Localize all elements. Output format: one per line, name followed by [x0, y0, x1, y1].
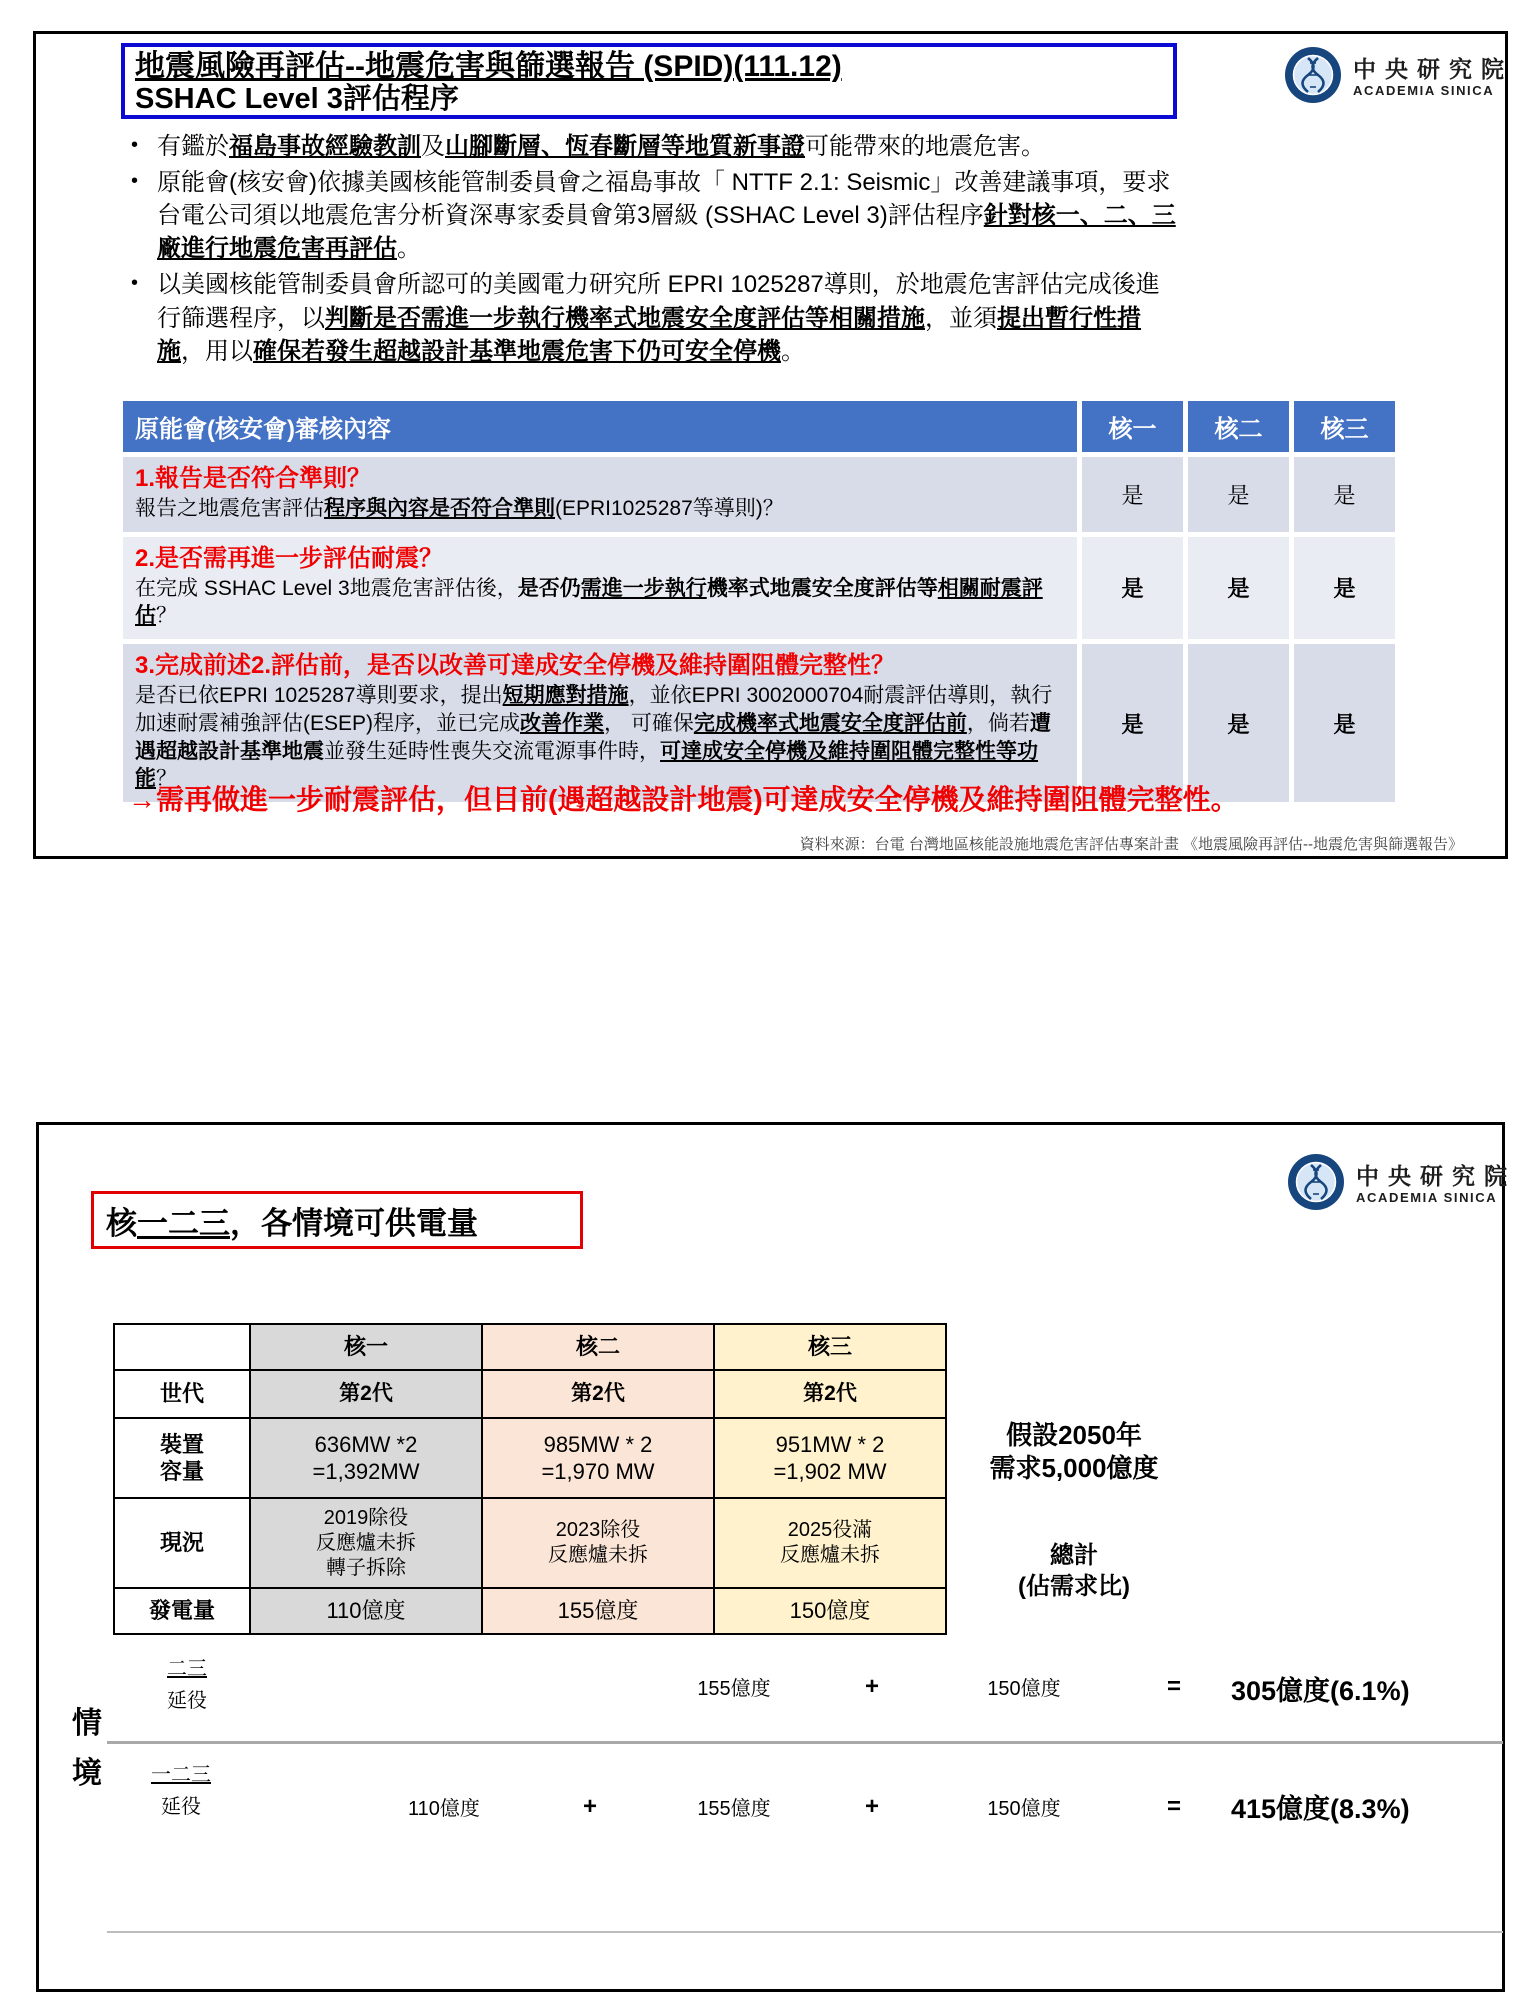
- title-seg: 核: [106, 1205, 137, 1241]
- bullet-item-2: [131, 166, 1181, 265]
- assumption-line2: 需求5,000億度: [989, 1452, 1159, 1483]
- bullet-seg: 以美國核能管制委員會所認可的美國電力研究所 EPRI 1025287導則，於地震危害評估完成後進行篩選程序，以: [157, 271, 1160, 332]
- slide-1: [33, 31, 1513, 859]
- row-label-line: 裝置: [159, 1431, 204, 1457]
- title-seg: ，各情境可供電量: [230, 1205, 478, 1241]
- status-line: 2023除役: [555, 1519, 641, 1541]
- slide1-title-line1: 地震風險再評估--地震危害與篩選報告 (SPID)(111.12): [135, 50, 842, 83]
- capacity-line: =1,902 MW: [773, 1459, 887, 1484]
- conclusion-text: →需再做進一步耐震評估，但目前(遇超越設計地震)可達成安全停機及維持圍阻體完整性。: [128, 784, 1239, 815]
- bullet-seg: 提出暫行性措施: [157, 304, 1141, 365]
- scenario-rowB-label: [131, 1759, 231, 1823]
- status-line: 反應爐未拆: [548, 1544, 648, 1566]
- answer-cell: 是: [1294, 537, 1395, 639]
- capacity-cell: [714, 1418, 946, 1498]
- col-header-plant1: 核一: [250, 1324, 482, 1370]
- col-header-plant2: 核二: [482, 1324, 714, 1370]
- bullet-seg: 。: [397, 235, 421, 263]
- answer-cell: 是: [1294, 457, 1395, 532]
- generation-cell: 第2代: [250, 1370, 482, 1418]
- chip-155: 155億度: [697, 1677, 771, 1700]
- question-seg: 是否仍: [517, 576, 581, 600]
- bullet-marker: •: [131, 134, 139, 156]
- scenario-label-units: 一二三: [151, 1764, 211, 1786]
- assumption-panel: [919, 1419, 1229, 1602]
- chip-155: 155億度: [697, 1797, 771, 1820]
- capacity-line: 636MW *2: [314, 1431, 418, 1457]
- review-table: [123, 401, 1395, 802]
- bullet-text: [157, 166, 1181, 265]
- plus-operator: +: [865, 1793, 880, 1820]
- logo-en-text: ACADEMIA SINICA: [1353, 82, 1495, 98]
- table-row: [114, 1498, 946, 1588]
- source-citation: 資料來源：台電 台灣地區核能設施地震危害評估專案計畫 《地震風險再評估--地震危害與篩選報告》: [799, 836, 1463, 853]
- slide2-title: [106, 1198, 478, 1243]
- col-header-plant2: 核二: [1188, 401, 1289, 452]
- row-label-output: 發電量: [114, 1588, 250, 1634]
- academia-sinica-emblem-icon: [1287, 1153, 1345, 1216]
- total-label: 總計: [1050, 1542, 1098, 1569]
- capacity-line: =1,970 MW: [541, 1459, 655, 1484]
- table-row: [114, 1418, 946, 1498]
- col-header-plant3: 核三: [1294, 401, 1395, 452]
- output-cell: 155億度: [482, 1588, 714, 1634]
- capacity-line: 951MW * 2: [775, 1431, 885, 1457]
- question-seg: 是否已依EPRI 1025287導則要求，提出: [135, 684, 503, 708]
- question-seg: (EPRI1025287等導則)？: [555, 497, 784, 520]
- table-row: [114, 1324, 946, 1370]
- question-body: [135, 682, 1065, 793]
- question-body: [135, 495, 1065, 523]
- scenario-axis-label: 情境: [72, 1707, 102, 1790]
- bullet-list: [131, 130, 1181, 371]
- row-label-line: 容量: [159, 1459, 204, 1484]
- answer-cell: 是: [1188, 644, 1289, 802]
- answer-cell: 是: [1188, 537, 1289, 639]
- col-header-plant3: 核三: [714, 1324, 946, 1370]
- slide-2: [36, 1122, 1516, 1992]
- row-label-status: 現況: [114, 1498, 250, 1588]
- capacity-cell: [250, 1418, 482, 1498]
- status-cell: [714, 1498, 946, 1588]
- status-cell: [482, 1498, 714, 1588]
- bullet-seg: 山腳斷層、恆春斷層等地質新事證: [445, 133, 805, 160]
- bullet-seg: 判斷是否需進一步執行機率式地震安全度評估等相關措施: [325, 304, 925, 332]
- question-seg: 需進一步執行: [580, 576, 707, 600]
- bullet-text: [157, 130, 1181, 163]
- bullet-seg: 及: [421, 133, 445, 160]
- logo-zh-text: 中央研究院: [1353, 56, 1513, 83]
- generation-cell: 第2代: [714, 1370, 946, 1418]
- bullet-seg: 原能會(核安會)依據美國核能管制委員會之福島事故「 NTTF 2.1: Seismic」改善建議事項，要求台電公司須以地震危害分析資深專家委員會第3層級 (SSHAC Level 3)評估程序: [157, 169, 1171, 230]
- logo-en-text: ACADEMIA SINICA: [1356, 1189, 1498, 1205]
- question-title: 3.完成前述2.評估前，是否以改善可達成安全停機及維持圍阻體完整性？: [135, 652, 896, 680]
- question-seg: 改善作業: [520, 711, 605, 735]
- output-cell: 150億度: [714, 1588, 946, 1634]
- plus-operator: +: [865, 1673, 880, 1700]
- question-seg: ， 可確保: [604, 711, 694, 735]
- title-seg: 一二三: [137, 1205, 230, 1241]
- bullet-item-3: [131, 268, 1181, 367]
- question-seg: 完成機率式地震安全度評估前: [693, 711, 967, 735]
- status-line: 反應爐未拆: [316, 1531, 416, 1554]
- scenario-label-extend: 延役: [161, 1796, 201, 1818]
- question-seg: 在完成 SSHAC Level 3地震危害評估後，: [135, 576, 518, 600]
- question-title: 2.是否需再進一步評估耐震？: [135, 544, 444, 572]
- slide1-title-line2: SSHAC Level 3評估程序: [135, 83, 459, 116]
- question-seg: 可達成安全停機及維持圍阻體完整性等功能: [135, 739, 1038, 791]
- bullet-item-1: [131, 130, 1181, 163]
- scenario-rowB-result: 415億度(8.3%): [1231, 1794, 1410, 1824]
- status-line: 轉子拆除: [326, 1556, 406, 1579]
- answer-cell: 是: [1082, 644, 1183, 802]
- equals-operator: =: [1167, 1673, 1182, 1700]
- review-table-header: 原能會(核安會)審核內容: [123, 401, 1077, 452]
- academia-sinica-emblem-icon: [1284, 46, 1342, 109]
- row-label-generation: 世代: [114, 1370, 250, 1418]
- question-title: 1.報告是否符合準則？: [135, 465, 372, 492]
- slide1-title-box: [121, 43, 1177, 119]
- capacity-line: =1,392MW: [312, 1459, 420, 1484]
- equals-operator: =: [1167, 1793, 1182, 1820]
- bullet-text: [157, 268, 1181, 367]
- assumption-line1: 假設2050年: [1006, 1420, 1142, 1450]
- status-cell: [250, 1498, 482, 1588]
- row-label-capacity: [114, 1418, 250, 1498]
- total-sublabel: (佔需求比): [1018, 1573, 1130, 1601]
- question-seg: 並發生延時性喪失交流電源事件時，: [324, 739, 660, 763]
- scenario-rowA-result: 305億度(6.1%): [1231, 1676, 1410, 1706]
- status-line: 2019除役: [323, 1506, 409, 1529]
- bullet-seg: 福島事故經驗教訓: [229, 133, 421, 160]
- plus-operator: +: [583, 1793, 598, 1820]
- logo-zh-text: 中央研究院: [1356, 1163, 1516, 1190]
- chip-150: 150億度: [987, 1797, 1061, 1820]
- table-row: [114, 1370, 946, 1418]
- chip-110: 110億度: [408, 1797, 480, 1820]
- bullet-seg: ，並須: [925, 304, 997, 332]
- bottom-divider: [107, 1931, 1503, 1933]
- bullet-seg: 有鑑於: [157, 133, 229, 160]
- capacity-table: [113, 1323, 947, 1635]
- question-seg: ？: [156, 604, 177, 628]
- question-seg: ？: [156, 767, 177, 791]
- question-body: [135, 575, 1065, 630]
- status-line: 2025役滿: [787, 1519, 873, 1541]
- answer-cell: 是: [1082, 537, 1183, 639]
- chip-150: 150億度: [987, 1677, 1061, 1700]
- question-seg: 報告之地震危害評估: [135, 497, 324, 520]
- question-seg: ，並依EPRI 3002000704耐震評估導則，執行加速耐震補強評估(ESEP)程序，並已完成: [135, 684, 1053, 735]
- bullet-seg: 可能帶來的地震危害。: [805, 133, 1045, 160]
- row-divider: [107, 1741, 1503, 1744]
- question-seg: ，倘若: [966, 711, 1030, 735]
- bullet-seg: ，用以: [181, 337, 253, 365]
- slide2-title-box: [91, 1191, 583, 1249]
- status-line: 反應爐未拆: [780, 1544, 880, 1566]
- question-seg: 程序與內容是否符合準則: [324, 497, 555, 520]
- col-header-plant1: 核一: [1082, 401, 1183, 452]
- scenario-label-units: 二三: [167, 1658, 207, 1680]
- corner-cell: [114, 1324, 250, 1370]
- capacity-cell: [482, 1418, 714, 1498]
- bullet-seg: 。: [781, 337, 805, 365]
- table-row-question-2: [123, 537, 1077, 639]
- question-seg: 相關耐震評估: [135, 576, 1043, 628]
- table-row-question-1: [123, 457, 1077, 532]
- question-seg: 機率式地震安全度評估等: [706, 576, 938, 600]
- question-seg: 短期應對措施: [502, 684, 629, 708]
- question-seg: 遭遇超越設計基準地震: [135, 711, 1051, 763]
- answer-cell: 是: [1082, 457, 1183, 532]
- answer-cell: 是: [1188, 457, 1289, 532]
- academia-sinica-logo: [1287, 1153, 1516, 1216]
- bullet-seg: 針對核一、二、三廠進行地震危害再評估: [157, 202, 1176, 263]
- output-cell: 110億度: [250, 1588, 482, 1634]
- generation-cell: 第2代: [482, 1370, 714, 1418]
- scenario-rowA-label: [147, 1653, 227, 1717]
- bullet-seg: 確保若發生超越設計基準地震危害下仍可安全停機: [253, 337, 781, 365]
- answer-cell: 是: [1294, 644, 1395, 802]
- bullet-marker: •: [131, 272, 139, 295]
- table-row: [114, 1588, 946, 1634]
- academia-sinica-logo: [1284, 46, 1513, 109]
- capacity-line: 985MW * 2: [543, 1431, 653, 1457]
- scenario-label-extend: 延役: [167, 1690, 207, 1712]
- bullet-marker: •: [131, 170, 139, 193]
